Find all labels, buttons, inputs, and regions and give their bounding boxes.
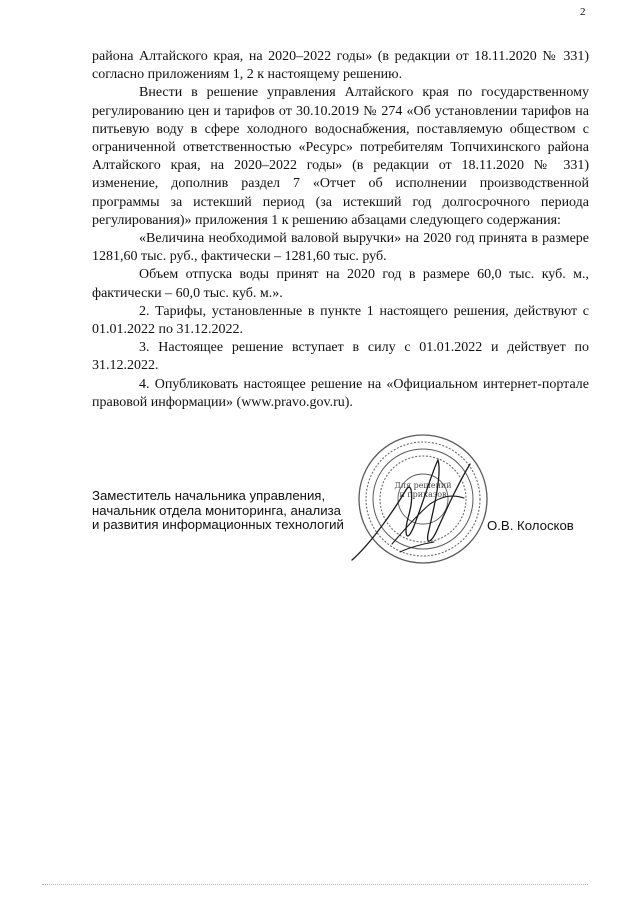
paragraph-3: «Величина необходимой валовой выручки» на 2020 год принята в размере 1281,60 тыс. руб., фактически – 1281,60 тыс. руб. — [92, 231, 589, 265]
paragraph-5: 2. Тарифы, установленные в пункте 1 настоящего решения, действуют с 01.01.2022 по 31.12.2022. — [92, 303, 589, 338]
document-body — [92, 48, 589, 412]
stamp-label-line1: Для решений — [394, 481, 452, 490]
handwritten-signature — [348, 456, 484, 568]
paragraph-6: 3. Настоящее решение вступает в силу с 01.01.2022 и действует по 31.12.2022. — [92, 340, 589, 374]
signatory-name: О.В. Колосков — [487, 518, 574, 533]
signatory-title-line-2: начальник отдела мониторинга, анализа — [92, 502, 341, 518]
paragraph-1: района Алтайского края, на 2020–2022 годы» (в редакции от 18.11.2020 № 331) согласно приложениям 1, 2 к настоящему решению. — [92, 49, 589, 83]
page-number: 2 — [580, 6, 586, 18]
signatory-title — [92, 489, 344, 533]
page-bottom-divider — [42, 884, 588, 885]
paragraph-7: 4. Опубликовать настоящее решение на «Официальном интернет-портале правовой информации» (www.pravo.gov.ru). — [92, 376, 589, 410]
signatory-title-line-3: и развития информационных технологий — [92, 517, 344, 533]
paragraph-4: Объем отпуска воды принят на 2020 год в размере 60,0 тыс. куб. м., фактически – 60,0 тыс. куб. м.». — [92, 267, 589, 301]
signatory-title-line-1: Заместитель начальника управления, — [92, 488, 326, 503]
stamp-label-line2: и приказов — [399, 490, 447, 499]
paragraph-2: Внести в решение управления Алтайского края по государственному регулированию цен и тарифов от 30.10.2019 № 274 «Об установлении тарифов на питьевую воду в сфере холодного водоснабжения, поставляемую обществом с ограниченной ответственностью «Ресурс» потребителям Топчихинского района Алтайского края, на 2020–2022 годы» (в редакции от 18.11.2020 № 331) изменение, дополнив раздел 7 «Отчет об исполнении производственной программы за истекший период (за истекший год долгосрочного периода регулирования)» приложения 1 к решению абзацами следующего содержания: — [92, 85, 589, 228]
